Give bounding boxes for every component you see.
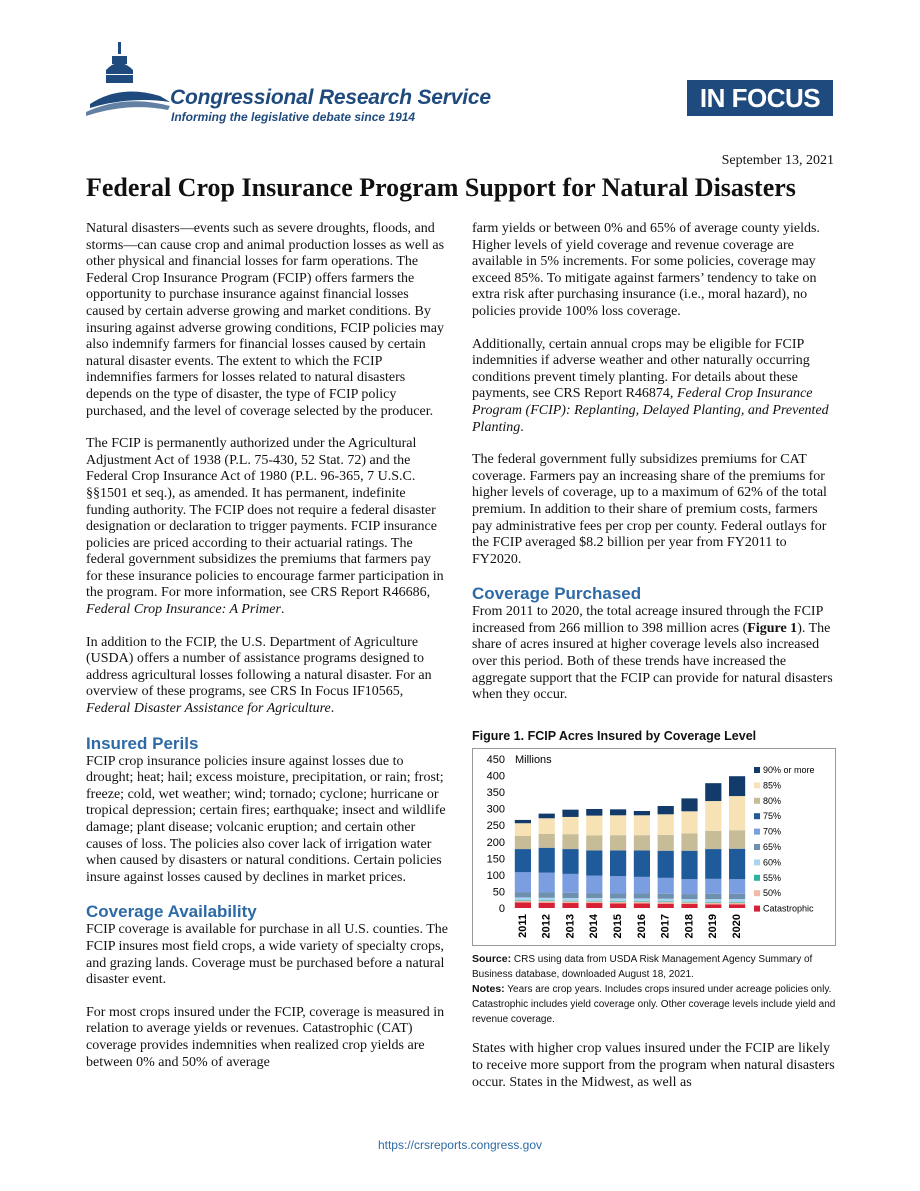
in-focus-badge: IN FOCUS [687, 80, 833, 116]
legend-label: 90% or more [763, 765, 815, 776]
paragraph: farm yields or between 0% and 65% of average county yields. Higher levels of yield coverage and revenue coverage are available in 5% increments. For some policies, coverage may exceed 85%. To mitigate against farmers’ tendency to take on extra risk after purchasing insurance (i.e., moral hazard), no policies provide 100% loss coverage. [472, 221, 820, 319]
bar-segment [586, 903, 602, 908]
bar-segment [610, 894, 626, 899]
bar-segment [539, 814, 555, 819]
bar-segment [729, 902, 745, 903]
bar-segment [562, 810, 578, 817]
bar-segment [586, 836, 602, 851]
bar-segment [634, 836, 650, 851]
bar-segment [729, 899, 745, 902]
bar-segment [562, 899, 578, 902]
x-tick-label: 2011 [516, 914, 529, 939]
bar-segment [634, 899, 650, 902]
paragraph: Natural disasters—events such as severe droughts, floods, and storms—can cause crop and animal production losses as well as other physical and financial losses for farm operations. The Federal Crop Insurance Program (FCIP) offers farmers the opportunity to purchase insurance against financial losses caused by certain adverse growing and market conditions. By insuring against adverse growing conditions, FCIP policies may also indemnify farmers for financial losses caused by certain natural disaster events. The extent to which the FCIP indemnifies farmers for losses related to natural disasters depends on the type of disaster, the type of FCIP policy purchased, and the level of coverage selected by the producer. [86, 221, 445, 419]
bar-segment [515, 849, 531, 872]
report-reference: Federal Crop Insurance Program (FCIP): Replanting, Delayed Planting, and Prevented Planting [472, 386, 829, 435]
paragraph: In addition to the FCIP, the U.S. Department of Agriculture (USDA) offers a number of assistance programs designed to address agricultural losses following a natural disaster. For an overview of these programs, see CRS In Focus IF10565, Federal Disaster Assistance for Agriculture. [86, 634, 432, 717]
y-tick-label: 250 [486, 820, 505, 833]
bar-segment [562, 874, 578, 893]
bar-segment [729, 849, 745, 879]
legend-swatch [754, 814, 760, 820]
paragraph: Additionally, certain annual crops may be eligible for FCIP indemnities if adverse weather and other naturally occurring conditions prevent timely planting. For details about these payments, see CRS Report R46874, Federal Crop Insurance Program (FCIP): Replanting, Delayed Planting, and Prevented Planting. [472, 336, 829, 435]
bar-segment [658, 894, 674, 899]
bar-segment [681, 880, 697, 895]
bar-segment [658, 851, 674, 878]
bar-segment [562, 903, 578, 908]
bar-segment [705, 831, 721, 849]
bar-segment [634, 901, 650, 902]
legend-swatch [754, 829, 760, 835]
paragraph: FCIP crop insurance policies insure against losses due to drought; heat; hail; excess moisture, precipitation, or rain; frost; freeze; cold, wet weather; wind; tornado; cyclone; hurricane or tropical depression; certain fires; earthquake; insect and wildlife damage; plant disease; volcanic eruption; and certain other causes of loss. The policies also cover lack of irrigation water when caused by disasters or natural conditions. Certain policies insure against losses caused by declines in market prices. [86, 753, 446, 885]
legend-swatch [754, 891, 760, 897]
legend-swatch [754, 798, 760, 804]
bar-segment [586, 894, 602, 899]
bar-segment [586, 851, 602, 876]
legend-label: 80% [763, 796, 782, 807]
legend-label: 55% [763, 873, 782, 884]
bar-segment [705, 879, 721, 894]
bar-segment [539, 893, 555, 898]
paragraph: The FCIP is permanently authorized under the Agricultural Adjustment Act of 1938 (P.L. 75-430, 52 Stat. 72) and the Federal Crop Insurance Act of 1980 (P.L. 96-365, 7 U.S.C. §§1501 et seq.), as amended. It has permanent, indefinite funding authority. The FCIP does not require a federal disaster designation or declaration to trigger payments. FCIP insurance policies are priced according to their actuarial ratings. The federal government subsidizes the premiums that farmers pay for these insurance policies to encourage farmer participation in the program. For more information, see CRS Report R46686, Federal Crop Insurance: A Primer. [86, 436, 444, 618]
acres-insured-chart [472, 748, 836, 946]
x-tick-label: 2014 [588, 914, 601, 939]
x-tick-label: 2020 [731, 914, 744, 939]
bar-segment [539, 834, 555, 848]
bar-segment [681, 904, 697, 908]
y-tick-label: 0 [498, 903, 505, 916]
bar-segment [634, 811, 650, 815]
y-tick-label: 300 [486, 804, 505, 817]
legend-label: 65% [763, 842, 782, 853]
bar-segment [681, 895, 697, 900]
x-tick-label: 2018 [683, 914, 696, 939]
org-tagline: Informing the legislative debate since 1914 [171, 110, 416, 124]
legend-swatch [754, 783, 760, 789]
y-tick-label: 50 [492, 886, 505, 899]
bar-segment [658, 902, 674, 904]
publication-date: September 13, 2021 [721, 153, 834, 168]
footer-url[interactable]: https://crsreports.congress.gov [377, 1138, 543, 1152]
bar-segment [562, 849, 578, 874]
x-tick-label: 2019 [707, 914, 720, 939]
y-tick-label: 350 [486, 787, 505, 800]
bar-segment [515, 873, 531, 893]
bar-segment [610, 904, 626, 909]
x-tick-label: 2016 [635, 914, 648, 939]
section-heading-coverage-availability: Coverage Availability [86, 902, 257, 922]
bar-segment [729, 894, 745, 899]
bar-segment [586, 816, 602, 836]
bar-segment [515, 820, 531, 823]
legend-label: 50% [763, 888, 782, 899]
legend-label: 60% [763, 857, 782, 868]
bar-segment [610, 851, 626, 877]
bar-segment [515, 903, 531, 909]
bar-segment [586, 901, 602, 902]
bar-segment [539, 873, 555, 893]
bar-segment [610, 902, 626, 904]
bar-segment [515, 893, 531, 898]
bar-segment [515, 898, 531, 901]
bar-segment [681, 799, 697, 812]
figure-reference: Figure 1 [747, 620, 798, 636]
bar-segment [634, 904, 650, 909]
bar-segment [539, 903, 555, 908]
x-tick-label: 2017 [659, 914, 672, 939]
bar-segment [562, 817, 578, 834]
bar-segment [610, 810, 626, 816]
paragraph: From 2011 to 2020, the total acreage insured through the FCIP increased from 266 million to 398 million acres (Figure 1). The share of acres insured at higher coverage levels also increased over this period. Both of these trends have increased the aggregate support that the FCIP can provide for natural disasters when they occur. [472, 604, 833, 703]
bar-segment [658, 835, 674, 851]
paragraph: States with higher crop values insured under the FCIP are likely to receive more support from the program when natural disasters occur. States in the Midwest, as well as [472, 1041, 835, 1090]
bar-segment [729, 880, 745, 895]
chart-svg [473, 749, 835, 945]
report-reference: Federal Disaster Assistance for Agriculture [86, 701, 331, 717]
paragraph: FCIP coverage is available for purchase in all U.S. counties. The FCIP insures most field crops, a wide variety of specialty crops, and grazing lands. Coverage must be purchased before a natural disaster event. [86, 922, 448, 988]
x-tick-label: 2012 [540, 914, 553, 939]
legend-swatch [754, 875, 760, 881]
legend-swatch [754, 844, 760, 850]
bar-segment [658, 904, 674, 908]
bar-segment [705, 905, 721, 909]
section-heading-insured-perils: Insured Perils [86, 733, 199, 753]
bar-segment [729, 777, 745, 797]
bar-segment [586, 809, 602, 816]
bar-segment [681, 834, 697, 851]
org-name: Congressional Research Service [170, 86, 491, 109]
bar-segment [729, 903, 745, 905]
bar-segment [610, 836, 626, 851]
bar-segment [539, 819, 555, 835]
bar-segment [610, 816, 626, 836]
bar-segment [634, 894, 650, 899]
figure-source: Source: CRS using data from USDA Risk Management Agency Summary of Business database, downloaded August 18, 2021. Notes: Years are crop years. Includes crops insured under acreage policies only. Catastrophic includes yield coverage only. Other coverage levels include yield and revenue coverage. [472, 953, 836, 1026]
section-heading-coverage-purchased: Coverage Purchased [472, 584, 642, 604]
bar-segment [634, 877, 650, 894]
x-tick-label: 2013 [564, 914, 577, 939]
y-tick-label: 400 [486, 770, 505, 783]
report-reference: Federal Crop Insurance: A Primer [86, 602, 281, 618]
bar-segment [562, 902, 578, 904]
bar-segment [515, 901, 531, 903]
paragraph: For most crops insured under the FCIP, coverage is measured in relation to average yields or revenues. Catastrophic (CAT) coverage provides indemnities when realized crop yields are between 0% and 50% of average [86, 1004, 445, 1070]
bar-segment [681, 851, 697, 879]
bar-segment [658, 878, 674, 894]
bar-segment [539, 848, 555, 873]
legend-swatch [754, 767, 760, 773]
paragraph: The federal government fully subsidizes premiums for CAT coverage. Farmers pay an increasing share of the premiums for higher levels of coverage, up to a maximum of 62% of the total premium. In addition to their share of premium costs, farmers pay administrative fees per crop per county. Federal outlays for the FCIP averaged $8.2 billion per year from FY2011 to FY2020. [472, 452, 827, 567]
bar-segment [562, 893, 578, 898]
bar-segment [539, 898, 555, 901]
y-tick-label: 150 [486, 853, 505, 866]
bar-segment [705, 899, 721, 902]
legend-swatch [754, 906, 760, 912]
bar-segment [681, 899, 697, 902]
bar-segment [586, 899, 602, 902]
x-tick-label: 2015 [612, 914, 625, 939]
bar-segment [705, 894, 721, 899]
bar-segment [610, 899, 626, 902]
page-title: Federal Crop Insurance Program Support for Natural Disasters [86, 173, 796, 202]
bar-segment [586, 902, 602, 904]
bar-segment [610, 877, 626, 894]
bar-segment [658, 902, 674, 903]
bar-segment [586, 876, 602, 894]
bar-segment [705, 849, 721, 879]
bar-segment [634, 816, 650, 836]
bar-segment [562, 835, 578, 850]
bar-segment [681, 902, 697, 903]
bar-segment [515, 824, 531, 837]
bar-segment [705, 784, 721, 802]
bar-segment [705, 902, 721, 903]
bar-segment [610, 901, 626, 902]
bar-segment [705, 801, 721, 831]
left-column [86, 221, 450, 1087]
bar-segment [729, 905, 745, 909]
y-tick-label: 100 [486, 870, 505, 883]
bar-segment [634, 851, 650, 877]
y-tick-label: 200 [486, 837, 505, 850]
bar-segment [729, 831, 745, 850]
bar-segment [515, 836, 531, 849]
bar-segment [658, 899, 674, 902]
right-column [472, 221, 836, 1107]
bar-segment [562, 901, 578, 902]
bar-segment [658, 815, 674, 836]
bar-segment [658, 806, 674, 814]
legend-label: Catastrophic [763, 904, 814, 915]
figure-caption: Figure 1. FCIP Acres Insured by Coverage Level [472, 728, 757, 743]
bar-segment [705, 903, 721, 905]
y-axis-label: Millions [515, 754, 552, 767]
bar-segment [729, 797, 745, 831]
bar-segment [681, 903, 697, 905]
legend-label: 85% [763, 780, 782, 791]
bar-segment [634, 902, 650, 904]
legend-swatch [754, 860, 760, 866]
legend-label: 75% [763, 811, 782, 822]
bar-segment [539, 901, 555, 903]
legend-label: 70% [763, 827, 782, 838]
bar-segment [681, 812, 697, 834]
bar-segment [515, 900, 531, 901]
bar-segment [539, 901, 555, 902]
y-tick-label: 450 [486, 754, 505, 767]
